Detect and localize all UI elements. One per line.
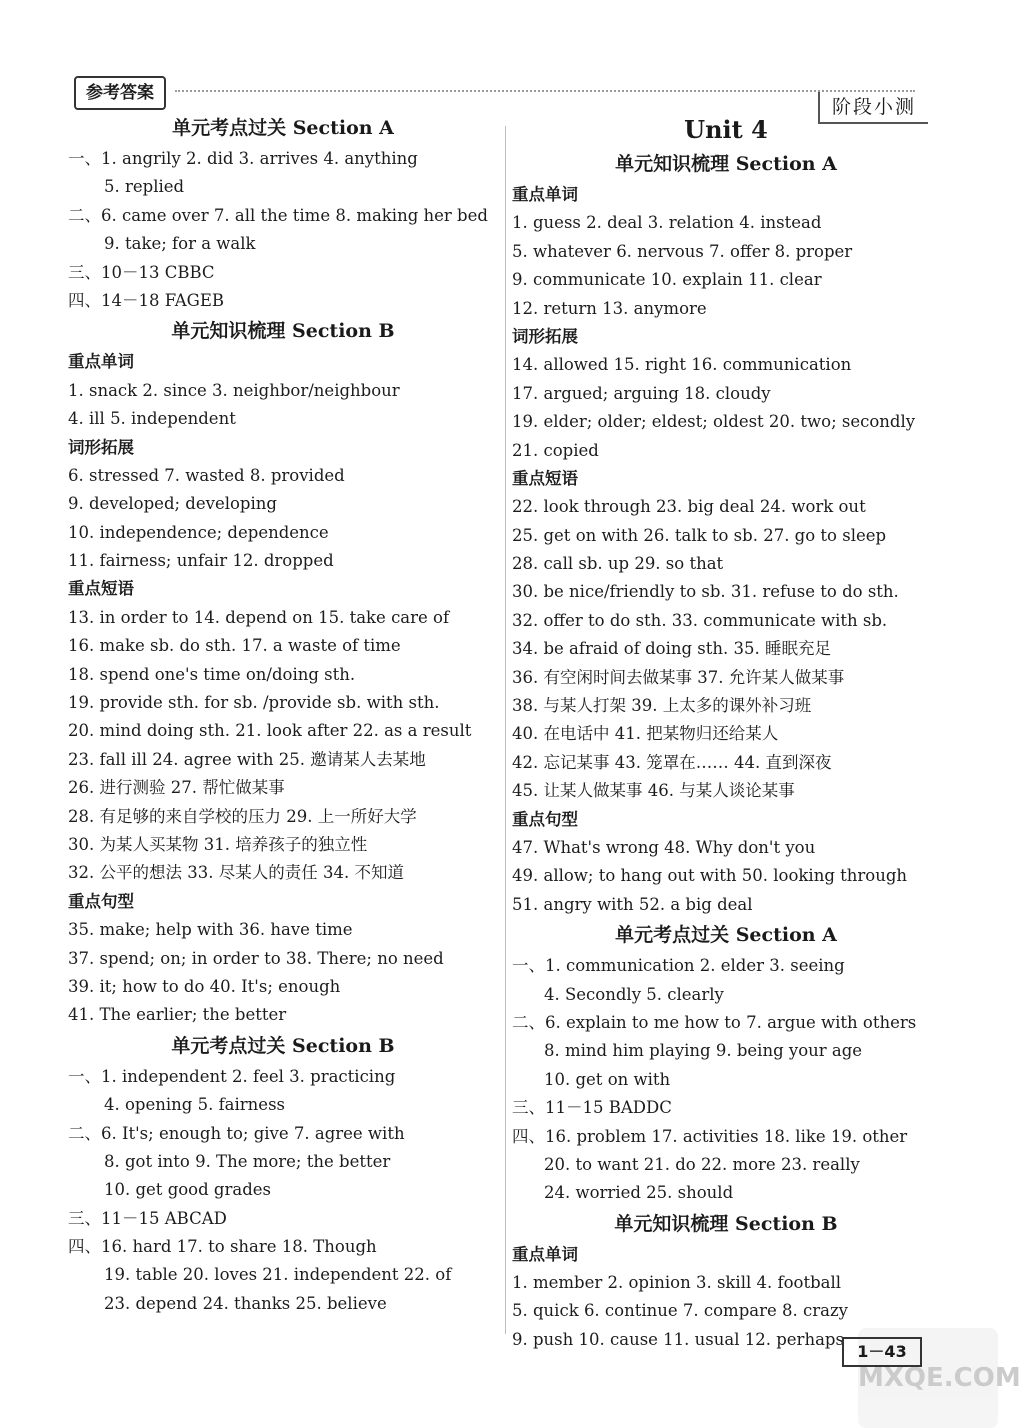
answer-line: 37. spend; on; in order to 38. There; no need: [68, 948, 444, 968]
answer-line: 三、10－13 CBBC: [68, 262, 215, 282]
section-title: 单元知识梳理 Section A: [615, 153, 837, 175]
answer-line: 四、16. problem 17. activities 18. like 19. other: [512, 1126, 908, 1146]
answer-line: 5. quick 6. continue 7. compare 8. crazy: [512, 1301, 848, 1321]
answer-line: 1. member 2. opinion 3. skill 4. football: [512, 1273, 842, 1293]
answer-line: 28. 有足够的来自学校的压力 29. 上一所好大学: [68, 806, 417, 826]
answer-line: 26. 进行测验 27. 帮忙做某事: [68, 778, 285, 798]
answer-line: 42. 忘记某事 43. 笼罩在…… 44. 直到深夜: [512, 752, 832, 772]
subsection-heading: 重点句型: [512, 809, 578, 829]
answer-line: 40. 在电话中 41. 把某物归还给某人: [512, 724, 779, 744]
section-title: 单元知识梳理 Section B: [171, 320, 395, 343]
answer-line: 一、1. communication 2. elder 3. seeing: [512, 956, 845, 976]
answer-line: 1. guess 2. deal 3. relation 4. instead: [512, 213, 822, 233]
answer-line: 二、6. came over 7. all the time 8. making her bed: [68, 205, 488, 225]
answer-line: 9. communicate 10. explain 11. clear: [512, 270, 822, 290]
subsection-heading: 重点单词: [68, 352, 134, 372]
answer-line: 19. elder; older; eldest; oldest 20. two; secondly: [512, 412, 916, 432]
answer-line: 二、6. It's; enough to; give 7. agree with: [68, 1123, 405, 1143]
section-title: 单元考点过关 Section B: [171, 1034, 395, 1057]
header-divider: [175, 90, 915, 92]
subsection-heading: 词形拓展: [512, 326, 578, 346]
subsection-heading: 重点短语: [68, 579, 134, 599]
answer-line: 39. it; how to do 40. It's; enough: [68, 976, 341, 996]
answer-line: 16. make sb. do sth. 17. a waste of time: [68, 636, 401, 656]
answer-line: 9. take; for a walk: [104, 234, 256, 254]
watermark-logo: MXQE.COM: [858, 1328, 998, 1428]
answer-line: 25. get on with 26. talk to sb. 27. go to sleep: [512, 525, 887, 545]
answer-line: 45. 让某人做某事 46. 与某人谈论某事: [512, 781, 795, 801]
answer-line: 35. make; help with 36. have time: [68, 920, 353, 940]
subsection-heading: 重点单词: [512, 185, 578, 204]
answer-line: 36. 有空闲时间去做某事 37. 允许某人做某事: [512, 667, 845, 687]
subsection-heading: 重点单词: [512, 1244, 578, 1264]
answer-line: 47. What's wrong 48. Why don't you: [512, 837, 816, 857]
answer-line: 四、16. hard 17. to share 18. Though: [68, 1237, 377, 1257]
left-column: [68, 112, 498, 1318]
answer-line: 12. return 13. anymore: [512, 298, 707, 318]
section-title: 单元知识梳理 Section B: [614, 1212, 838, 1235]
answer-line: 5. replied: [104, 177, 185, 197]
answer-line: 19. table 20. loves 21. independent 22. of: [104, 1265, 452, 1285]
subsection-heading: 重点句型: [68, 891, 134, 911]
answer-line: 10. get on with: [544, 1069, 671, 1089]
answer-line: 8. got into 9. The more; the better: [104, 1151, 391, 1171]
answer-line: 41. The earlier; the better: [68, 1005, 287, 1025]
unit-title: Unit 4: [684, 115, 768, 144]
answer-line: 8. mind him playing 9. being your age: [544, 1041, 863, 1061]
answer-line: 一、1. angrily 2. did 3. arrives 4. anything: [68, 149, 418, 168]
answer-line: 21. copied: [512, 440, 599, 460]
answer-line: 4. Secondly 5. clearly: [544, 984, 724, 1004]
answer-line: 13. in order to 14. depend on 15. take care of: [68, 607, 450, 627]
answer-line: 9. developed; developing: [68, 494, 277, 514]
answer-line: 28. call sb. up 29. so that: [512, 554, 724, 574]
answer-line: 四、14－18 FAGEB: [68, 290, 225, 310]
section-tag: 参考答案: [74, 76, 166, 110]
answer-line: 11. fairness; unfair 12. dropped: [68, 551, 334, 571]
answer-line: 1. snack 2. since 3. neighbor/neighbour: [68, 380, 400, 400]
answer-line: 6. stressed 7. wasted 8. provided: [68, 465, 345, 485]
column-divider: [505, 126, 506, 1334]
answer-line: 4. opening 5. fairness: [104, 1095, 286, 1115]
answer-line: 18. spend one's time on/doing sth.: [68, 664, 356, 684]
answer-line: 32. offer to do sth. 33. communicate with sb.: [512, 610, 888, 630]
answer-line: 10. get good grades: [104, 1180, 272, 1200]
answer-line: 4. ill 5. independent: [68, 409, 236, 429]
answer-line: 三、11－15 BADDC: [512, 1098, 672, 1118]
answer-line: 三、11－15 ABCAD: [68, 1208, 227, 1228]
section-title: 单元考点过关 Section A: [172, 117, 394, 139]
section-title: 单元考点过关 Section A: [615, 924, 837, 947]
answer-line: 19. provide sth. for sb. /provide sb. with sth.: [68, 693, 440, 713]
right-column: [512, 112, 940, 1354]
answer-line: 49. allow; to hang out with 50. looking through: [512, 866, 908, 886]
answer-line: 24. worried 25. should: [544, 1183, 734, 1203]
answer-line: 17. argued; arguing 18. cloudy: [512, 383, 771, 403]
answer-line: 23. fall ill 24. agree with 25. 邀请某人去某地: [68, 749, 426, 769]
answer-line: 38. 与某人打架 39. 上太多的课外补习班: [512, 696, 812, 716]
answer-line: 51. angry with 52. a big deal: [512, 894, 753, 914]
subsection-heading: 词形拓展: [68, 437, 134, 457]
answer-line: 14. allowed 15. right 16. communication: [512, 355, 852, 375]
answer-line: 30. be nice/friendly to sb. 31. refuse to do sth.: [512, 582, 899, 602]
answer-line: 30. 为某人买某物 31. 培养孩子的独立性: [68, 834, 368, 854]
answer-line: 32. 公平的想法 33. 尽某人的责任 34. 不知道: [68, 863, 404, 883]
answer-line: 20. to want 21. do 22. more 23. really: [544, 1154, 860, 1174]
answer-line: 23. depend 24. thanks 25. believe: [104, 1293, 387, 1313]
answer-line: 34. be afraid of doing sth. 35. 睡眠充足: [512, 639, 832, 659]
page-category: 阶段小测: [818, 92, 928, 124]
answer-line: 10. independence; dependence: [68, 522, 329, 542]
answer-line: 二、6. explain to me how to 7. argue with others: [512, 1012, 917, 1032]
answer-line: 一、1. independent 2. feel 3. practicing: [68, 1066, 396, 1086]
answer-line: 9. push 10. cause 11. usual 12. perhaps: [512, 1329, 844, 1349]
answer-line: 20. mind doing sth. 21. look after 22. as a result: [68, 721, 472, 741]
page-number: 1－43: [842, 1337, 922, 1367]
answer-line: 22. look through 23. big deal 24. work out: [512, 497, 866, 517]
answer-line: 5. whatever 6. nervous 7. offer 8. proper: [512, 241, 853, 261]
subsection-heading: 重点短语: [512, 468, 578, 488]
